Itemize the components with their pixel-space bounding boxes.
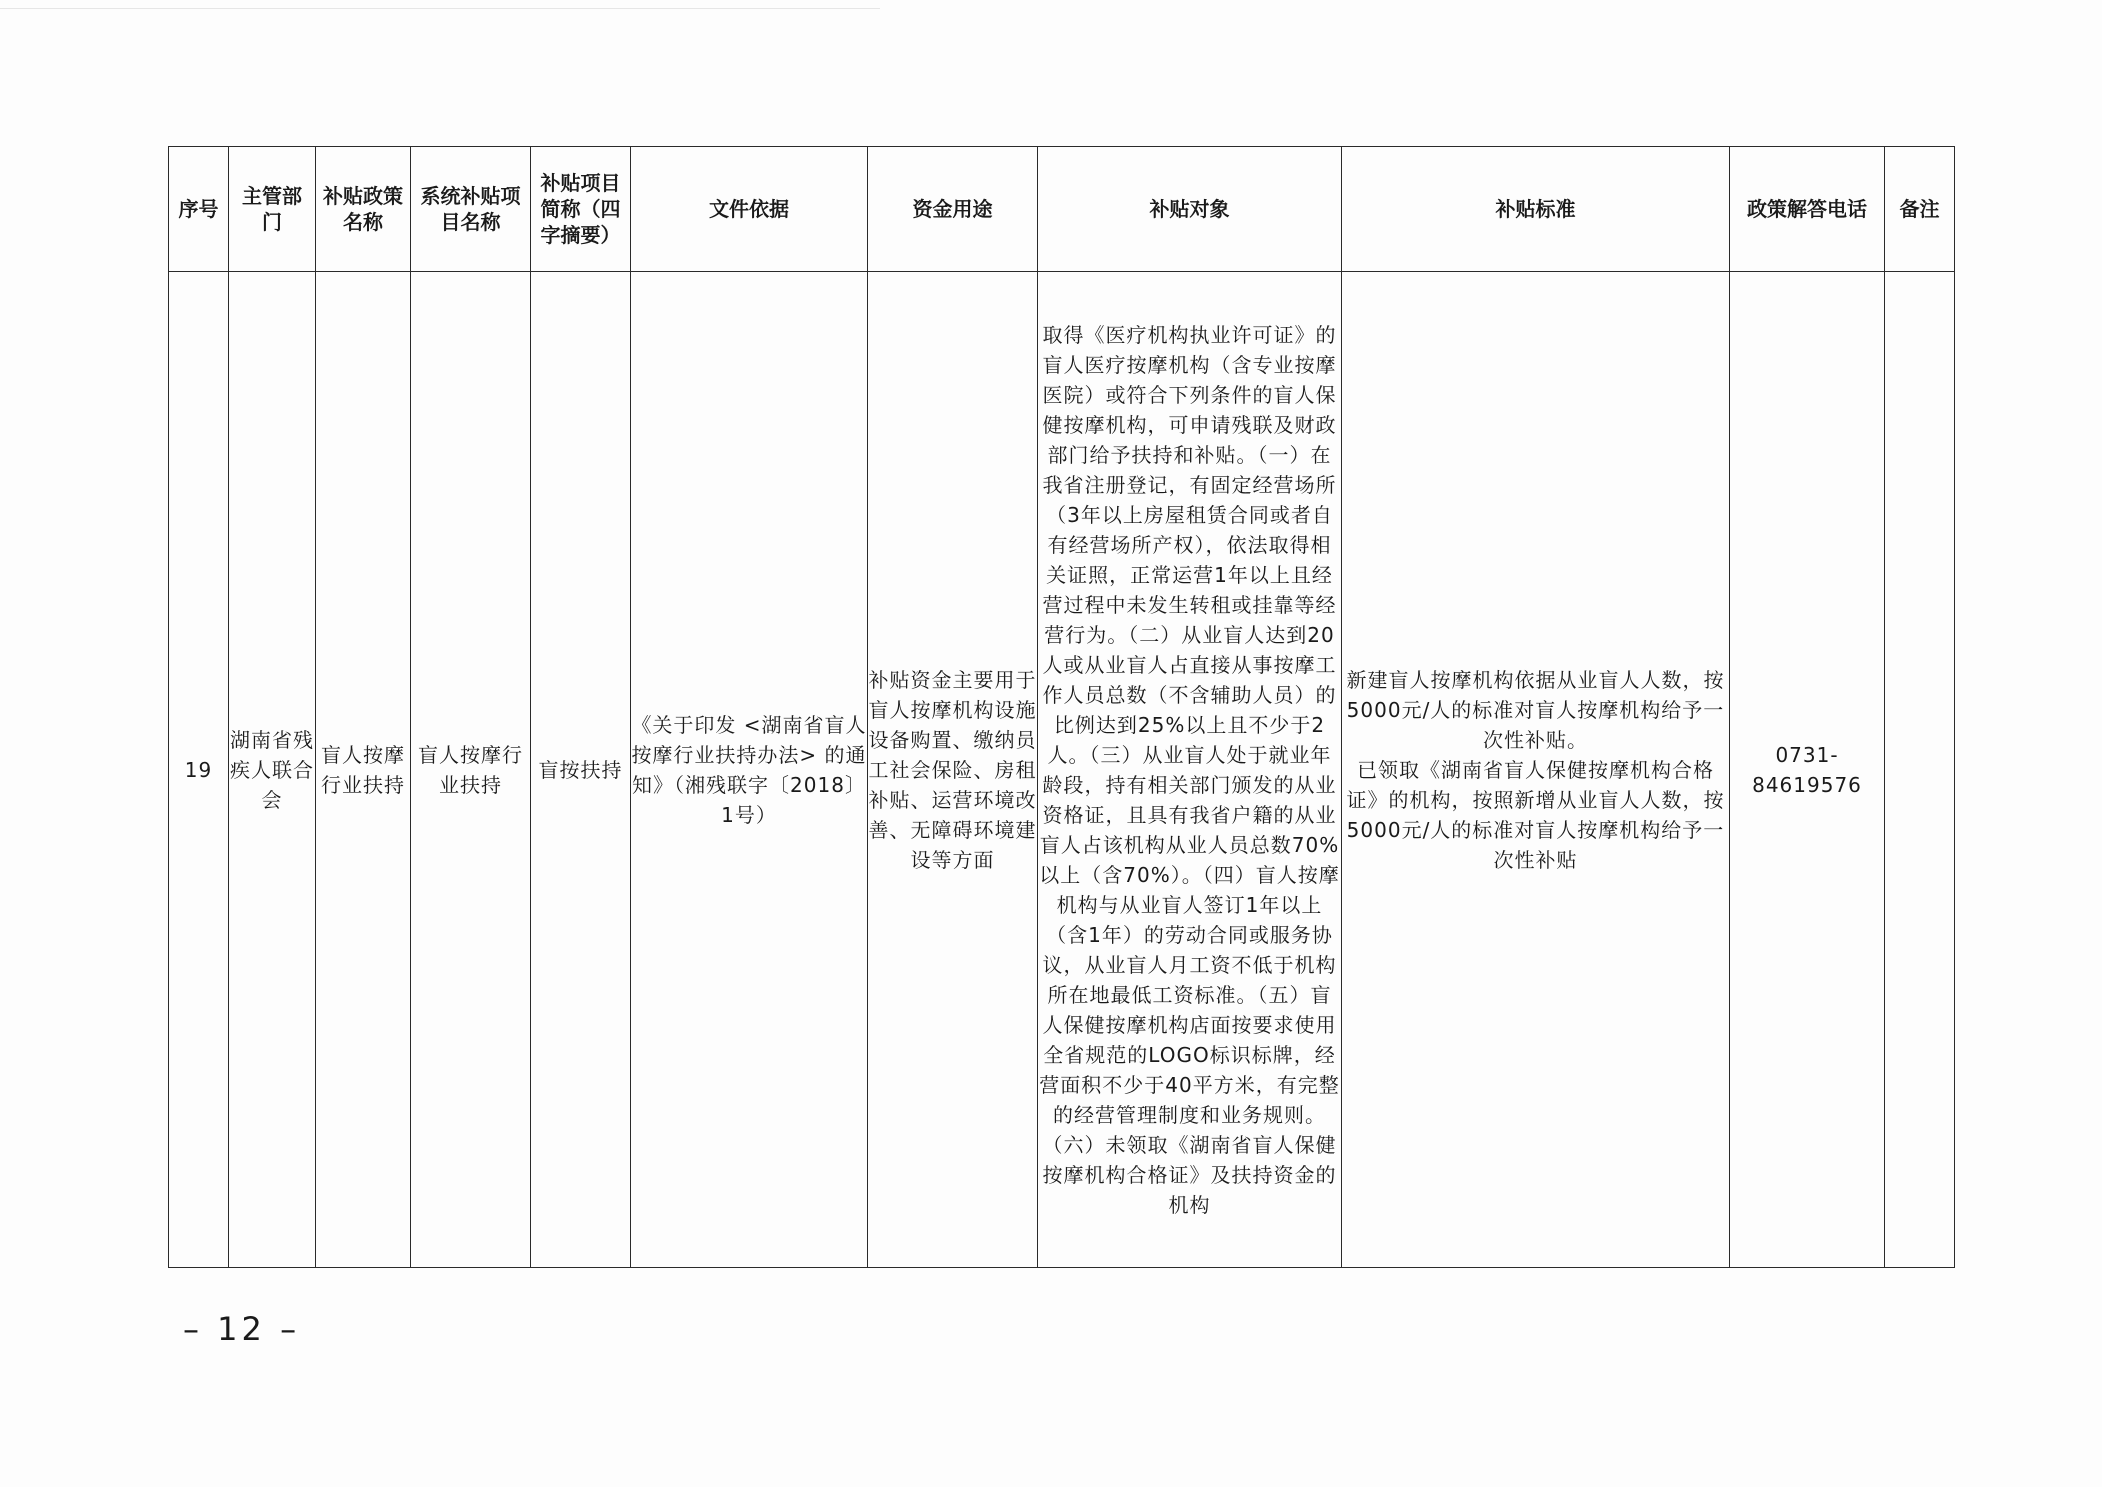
standard-paragraph-1: 新建盲人按摩机构依据从业盲人人数，按5000元/人的标准对盲人按摩机构给予一次性补贴。 xyxy=(1346,667,1725,752)
cell-policy-name: 盲人按摩行业扶持 xyxy=(316,272,411,1268)
cell-seq: 19 xyxy=(169,272,229,1268)
scan-edge-line xyxy=(0,8,880,9)
header-dept: 主管部门 xyxy=(229,147,316,272)
table-row xyxy=(169,272,1955,1268)
cell-phone: 0731-84619576 xyxy=(1730,272,1885,1268)
cell-system-item: 盲人按摩行业扶持 xyxy=(411,272,531,1268)
page-number: – 12 – xyxy=(183,1310,301,1348)
header-standard: 补贴标准 xyxy=(1342,147,1730,272)
header-policy-name: 补贴政策名称 xyxy=(316,147,411,272)
cell-basis: 《关于印发 <湖南省盲人按摩行业扶持办法> 的通知》（湘残联字〔2018〕1号） xyxy=(631,272,868,1268)
header-phone: 政策解答电话 xyxy=(1730,147,1885,272)
cell-usage: 补贴资金主要用于盲人按摩机构设施设备购置、缴纳员工社会保险、房租补贴、运营环境改善、无障碍环境建设等方面 xyxy=(868,272,1038,1268)
header-target: 补贴对象 xyxy=(1038,147,1342,272)
header-remark: 备注 xyxy=(1885,147,1955,272)
cell-remark xyxy=(1885,272,1955,1268)
cell-standard xyxy=(1342,272,1730,1268)
header-usage: 资金用途 xyxy=(868,147,1038,272)
header-row xyxy=(169,147,1955,272)
cell-abbr: 盲按扶持 xyxy=(531,272,631,1268)
subsidy-policy-table xyxy=(168,146,1955,1268)
cell-dept: 湖南省残疾人联合会 xyxy=(229,272,316,1268)
header-system-item: 系统补贴项目名称 xyxy=(411,147,531,272)
standard-paragraph-2: 已领取《湖南省盲人保健按摩机构合格证》的机构，按照新增从业盲人人数，按5000元/人的标准对盲人按摩机构给予一次性补贴 xyxy=(1346,757,1725,872)
header-basis: 文件依据 xyxy=(631,147,868,272)
cell-target: 取得《医疗机构执业许可证》的盲人医疗按摩机构（含专业按摩医院）或符合下列条件的盲人保健按摩机构，可申请残联及财政部门给予扶持和补贴。（一）在我省注册登记，有固定经营场所（3年以上房屋租赁合同或者自有经营场所产权），依法取得相关证照，正常运营1年以上且经营过程中未发生转租或挂靠等经营行为。（二）从业盲人达到20人或从业盲人占直接从事按摩工作人员总数（不含辅助人员）的比例达到25%以上且不少于2人。（三）从业盲人处于就业年龄段，持有相关部门颁发的从业资格证，且具有我省户籍的从业盲人占该机构从业人员总数70%以上（含70%）。（四）盲人按摩机构与从业盲人签订1年以上（含1年）的劳动合同或服务协议，从业盲人月工资不低于机构所在地最低工资标准。（五）盲人保健按摩机构店面按要求使用全省规范的LOGO标识标牌，经营面积不少于40平方米，有完整的经营管理制度和业务规则。（六）未领取《湖南省盲人保健按摩机构合格证》及扶持资金的机构 xyxy=(1038,272,1342,1268)
header-abbr: 补贴项目简称（四字摘要） xyxy=(531,147,631,272)
header-seq: 序号 xyxy=(169,147,229,272)
